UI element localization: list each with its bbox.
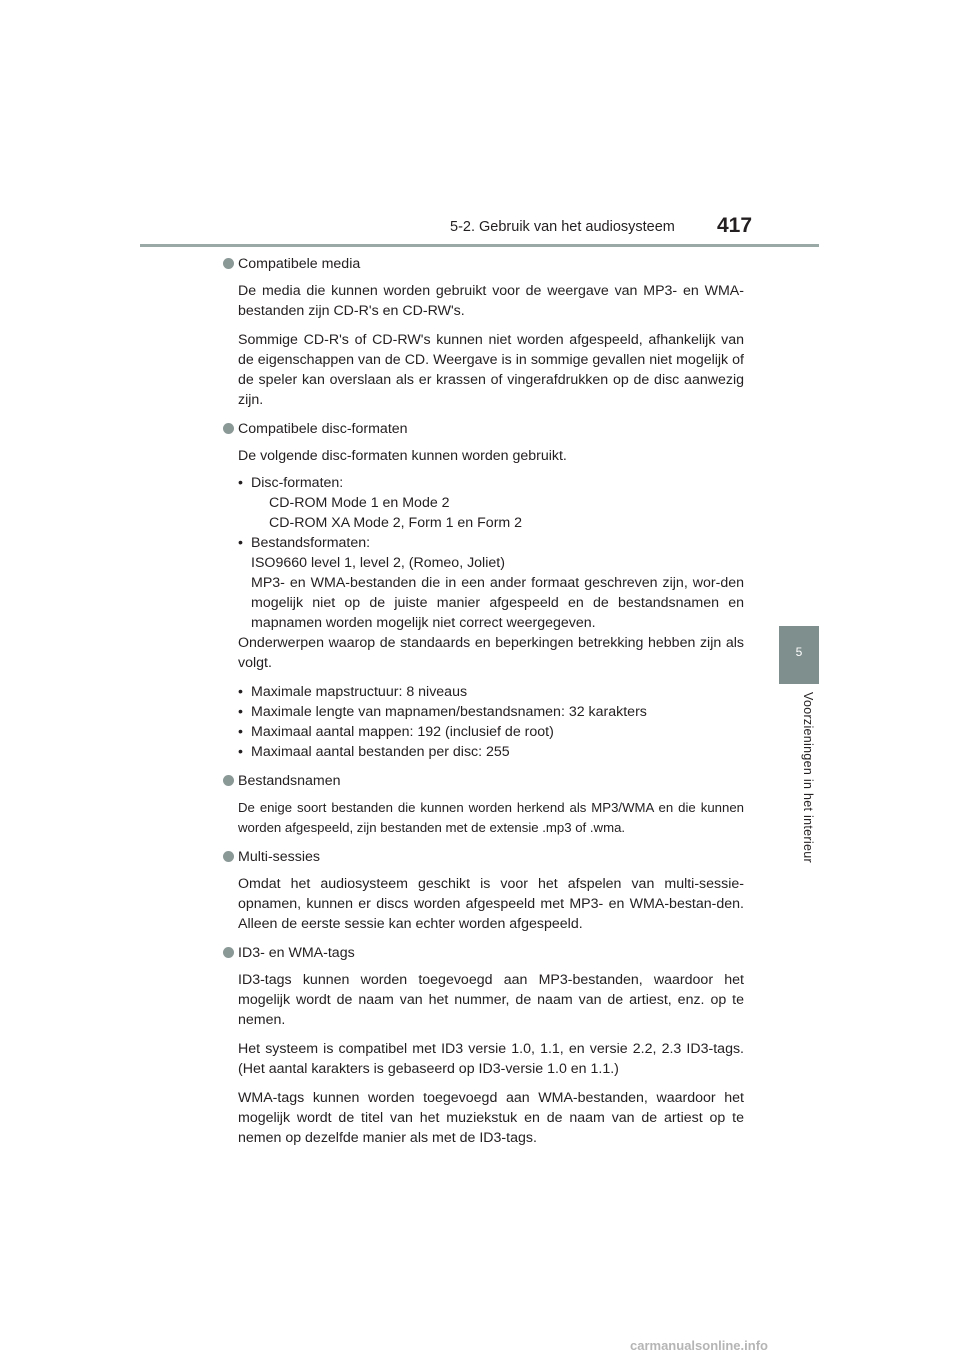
- paragraph: De volgende disc-formaten kunnen worden gebruikt.: [238, 448, 567, 464]
- chapter-tab: [779, 626, 819, 684]
- section-multisession: [222, 847, 744, 934]
- page-number: 417: [717, 214, 753, 237]
- section-filenames: [222, 771, 744, 838]
- list-item-label: • Bestandsformaten:: [251, 535, 371, 551]
- format-list: [238, 473, 744, 633]
- list-item-detail: MP3- en WMA-bestanden die in een ander formaat geschreven zijn, wor-den mogelijk niet op de juiste manier afgespeeld en de bestandsnamen en mapnamen worden mogelijk niet correct weergegeven.: [251, 575, 744, 631]
- list-item: [238, 473, 744, 533]
- bullet-icon: [223, 851, 234, 862]
- list-item: • Maximaal aantal mappen: 192 (inclusief de root): [238, 722, 744, 742]
- paragraph: Omdat het audiosysteem geschikt is voor het afspelen van multi-sessie-opnamen, kunnen er discs worden afgespeeld met MP3- en WMA-bestan-den. Alleen de eerste sessie kan echter worden afgespeeld.: [238, 876, 744, 932]
- page-content: [222, 254, 744, 1148]
- section-formats: [222, 419, 744, 762]
- bullet-icon: [223, 947, 234, 958]
- paragraph: Sommige CD-R's of CD-RW's kunnen niet worden afgespeeld, afhankelijk van de eigenschappen van de CD. Weergave is in sommige gevallen niet mogelijk of de speler kan overslaan als er krassen of vingerafdrukken op de disc aanwezig zijn.: [238, 332, 744, 408]
- list-item-detail: CD-ROM Mode 1 en Mode 2: [269, 495, 450, 511]
- paragraph: Het systeem is compatibel met ID3 versie 1.0, 1.1, en versie 2.2, 2.3 ID3-tags. (Het aantal karakters is gebaseerd op ID3-versie 1.0 en 1.1.): [238, 1041, 744, 1077]
- paragraph: ID3-tags kunnen worden toegevoegd aan MP3-bestanden, waardoor het mogelijk wordt de naam van het nummer, de naam van de artiest, enz. op te nemen.: [238, 972, 744, 1028]
- paragraph: WMA-tags kunnen worden toegevoegd aan WMA-bestanden, waardoor het mogelijk wordt de titel van het muziekstuk en de naam van de artiest op te nemen op dezelfde manier als met de ID3-tags.: [238, 1090, 744, 1146]
- limits-list: [238, 682, 744, 762]
- paragraph: De media die kunnen worden gebruikt voor de weergave van MP3- en WMA-bestanden zijn CD-R's en CD-RW's.: [238, 283, 744, 319]
- footer-credit: carmanualsonline.info: [630, 1338, 768, 1353]
- section-tags: [222, 943, 744, 1148]
- section-heading: Compatibele media: [222, 254, 744, 274]
- section-media: [222, 254, 744, 410]
- list-item-detail: ISO9660 level 1, level 2, (Romeo, Joliet): [251, 555, 505, 571]
- list-item: • Maximale mapstructuur: 8 niveaus: [238, 682, 744, 702]
- section-heading: Multi-sessies: [222, 847, 744, 867]
- section-heading: ID3- en WMA-tags: [222, 943, 744, 963]
- list-item: • Maximale lengte van mapnamen/bestandsnamen: 32 karakters: [238, 702, 744, 722]
- chapter-number: 5: [795, 645, 803, 659]
- header-section-title: 5-2. Gebruik van het audiosysteem: [450, 219, 675, 235]
- bullet-icon: [223, 258, 234, 269]
- list-item: • Maximaal aantal bestanden per disc: 255: [238, 742, 744, 762]
- list-item-label: • Disc-formaten:: [251, 475, 344, 491]
- chapter-title-vertical: Voorzieningen in het interieur: [801, 692, 815, 863]
- list-item: [238, 533, 744, 633]
- section-heading: Bestandsnamen: [222, 771, 744, 791]
- list-item-detail: CD-ROM XA Mode 2, Form 1 en Form 2: [269, 515, 523, 531]
- header-rule: [140, 244, 819, 247]
- bullet-icon: [223, 775, 234, 786]
- paragraph: De enige soort bestanden die kunnen worden herkend als MP3/WMA en die kunnen worden afgespeeld, zijn bestanden met de extensie .mp3 of .wma.: [238, 800, 744, 835]
- section-heading: Compatibele disc-formaten: [222, 419, 744, 439]
- bullet-icon: [223, 423, 234, 434]
- paragraph: Onderwerpen waarop de standaards en beperkingen betrekking hebben zijn als volgt.: [238, 635, 744, 671]
